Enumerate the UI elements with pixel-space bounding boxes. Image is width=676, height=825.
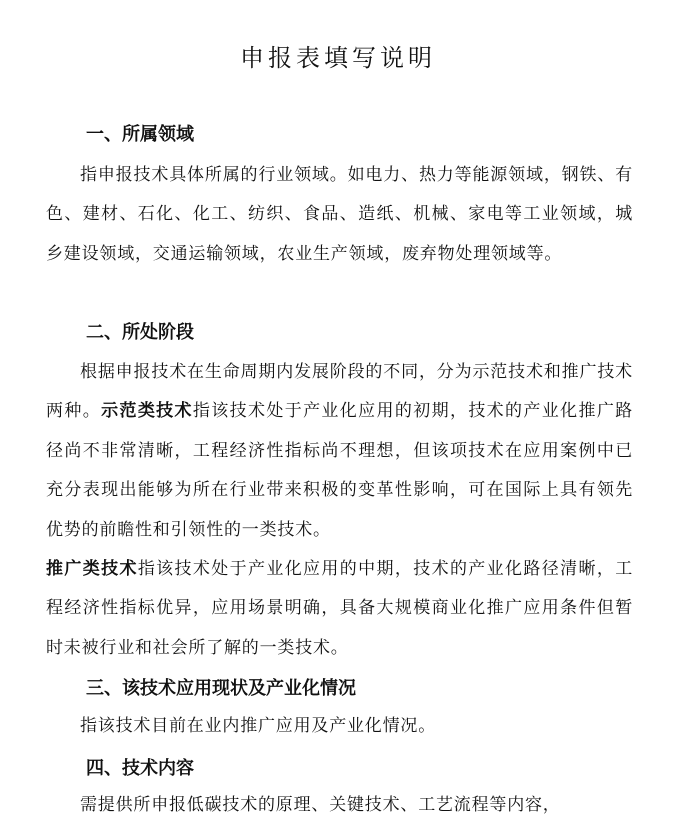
section-paragraph-promotion xyxy=(46,550,633,668)
term-promotion-definition: 指该技术处于产业化应用的中期，技术的产业化路径清晰，工程经济性指标优异，应用场景明确，具备大规模商业化推广应用条件但暂时未被行业和社会所了解的一类技术。 xyxy=(46,559,633,658)
page-title: 申报表填写说明 xyxy=(240,44,436,72)
section-paragraph-content: 需提供所申报低碳技术的原理、关键技术、工艺流程等内容， xyxy=(80,795,561,815)
term-promotion-tech: 推广类技术 xyxy=(46,559,138,579)
section-paragraph-application: 指该技术目前在业内推广应用及产业化情况。 xyxy=(80,716,436,736)
section-heading-application: 三、该技术应用现状及产业化情况 xyxy=(86,678,356,699)
term-demonstration-tech: 示范类技术 xyxy=(101,401,193,422)
term-demonstration-definition: 指该技术处于产业化应用的初期，技术的产业化推广路径尚不非常清晰，工程经济性指标尚不理想，但该项技术在应用案例中已充分表现出能够为所在行业带来积极的变革性影响，可在国际上具有领先优势的前瞻性和引领性的一类技术。 xyxy=(46,401,634,540)
section-paragraph-field: 指申报技术具体所属的行业领域。如电力、热力等能源领域，钢铁、有色、建材、石化、化工、纺织、食品、造纸、机械、家电等工业领域，城乡建设领域，交通运输领域，农业生产领域，废弃物处理领域等。 xyxy=(46,165,633,264)
stage-intro-text: 根据申报技术在生命周期内发展阶段的不同，分为示范技术和推广技术两种。 xyxy=(46,362,633,422)
section-heading-field: 一、所属领域 xyxy=(86,124,194,145)
section-heading-stage: 二、所处阶段 xyxy=(86,322,194,343)
section-paragraph-stage xyxy=(46,353,633,550)
section-heading-content: 四、技术内容 xyxy=(86,758,194,779)
